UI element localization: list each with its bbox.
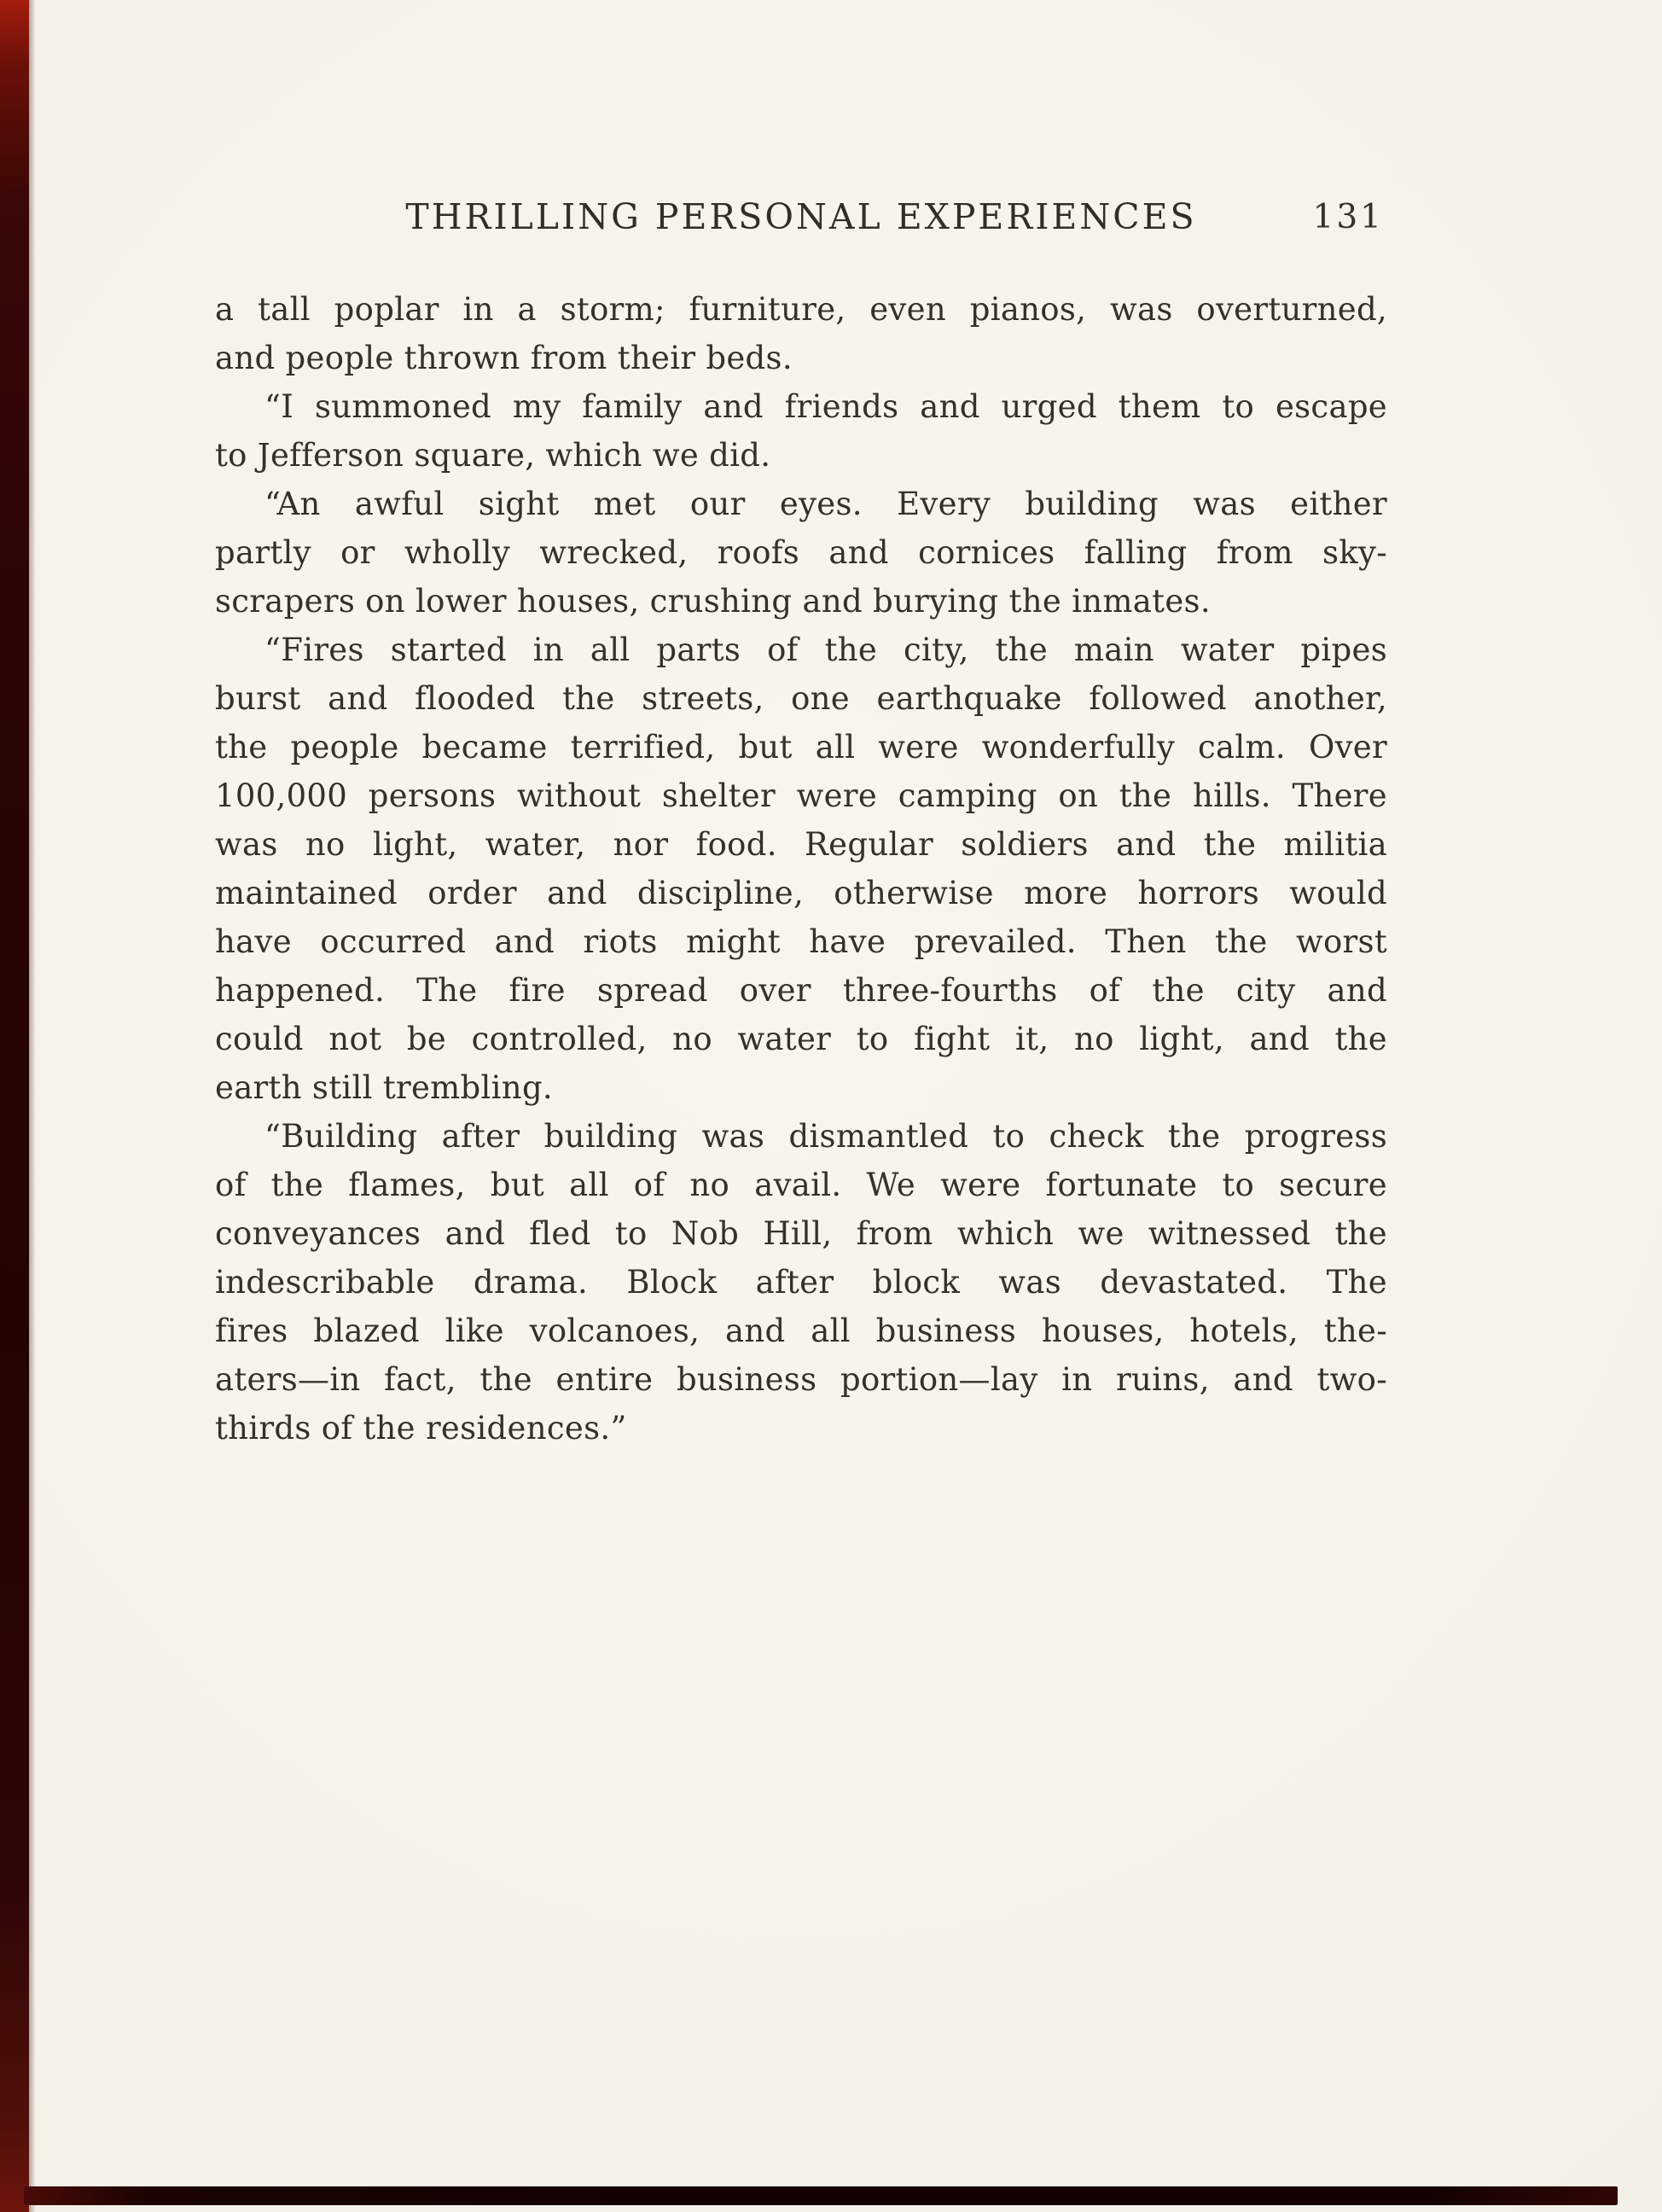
text-line: aters—in fact, the entire business portion—lay in ruins, and two- <box>215 1361 1387 1398</box>
text-line: fires blazed like volcanoes, and all business houses, hotels, the- <box>215 1313 1387 1349</box>
text-line: could not be controlled, no water to fight it, no light, and the <box>215 1021 1387 1057</box>
text-line: of the flames, but all of no avail. We were fortunate to secure <box>215 1167 1387 1203</box>
text-line: the people became terrified, but all were wonderfully calm. Over <box>215 729 1387 765</box>
paragraph <box>215 285 1387 382</box>
text-line: scrapers on lower houses, crushing and burying the inmates. <box>215 583 1211 620</box>
text-line: “Fires started in all parts of the city, the main water pipes <box>264 632 1387 668</box>
paragraph <box>215 1112 1387 1452</box>
paragraph <box>215 626 1387 1112</box>
page-content <box>215 196 1387 1452</box>
text-line: was no light, water, nor food. Regular soldiers and the militia <box>215 826 1387 863</box>
page-header <box>215 196 1387 242</box>
text-line: a tall poplar in a storm; furniture, even pianos, was overturned, <box>215 291 1387 328</box>
text-line: earth still trembling. <box>215 1069 553 1106</box>
running-title: THRILLING PERSONAL EXPERIENCES <box>405 196 1197 237</box>
text-line: “An awful sight met our eyes. Every building was either <box>264 486 1387 522</box>
text-line: maintained order and discipline, otherwise more horrors would <box>215 875 1387 911</box>
text-line: 100,000 persons without shelter were camping on the hills. There <box>215 777 1387 814</box>
text-line: “Building after building was dismantled to check the progress <box>264 1118 1387 1155</box>
page-number: 131 <box>1312 198 1384 236</box>
text-line: partly or wholly wrecked, roofs and cornices falling from sky- <box>215 534 1387 571</box>
text-line: to Jefferson square, which we did. <box>215 437 771 474</box>
text-line: burst and flooded the streets, one earthquake followed another, <box>215 680 1387 717</box>
scan-edge-left-artifact <box>0 0 29 2212</box>
body-text <box>215 285 1387 1452</box>
text-line: thirds of the residences.” <box>215 1410 627 1447</box>
text-line: indescribable drama. Block after block was devastated. The <box>215 1264 1387 1301</box>
text-line: “I summoned my family and friends and urged them to escape <box>264 388 1387 425</box>
text-line: happened. The fire spread over three-fourths of the city and <box>215 972 1387 1009</box>
text-line: have occurred and riots might have prevailed. Then the worst <box>215 923 1387 960</box>
paragraph <box>215 480 1387 626</box>
text-line: and people thrown from their beds. <box>215 340 793 376</box>
paragraph <box>215 382 1387 480</box>
scan-edge-bottom-artifact <box>24 2186 1618 2205</box>
text-line: conveyances and fled to Nob Hill, from which we witnessed the <box>215 1215 1387 1252</box>
